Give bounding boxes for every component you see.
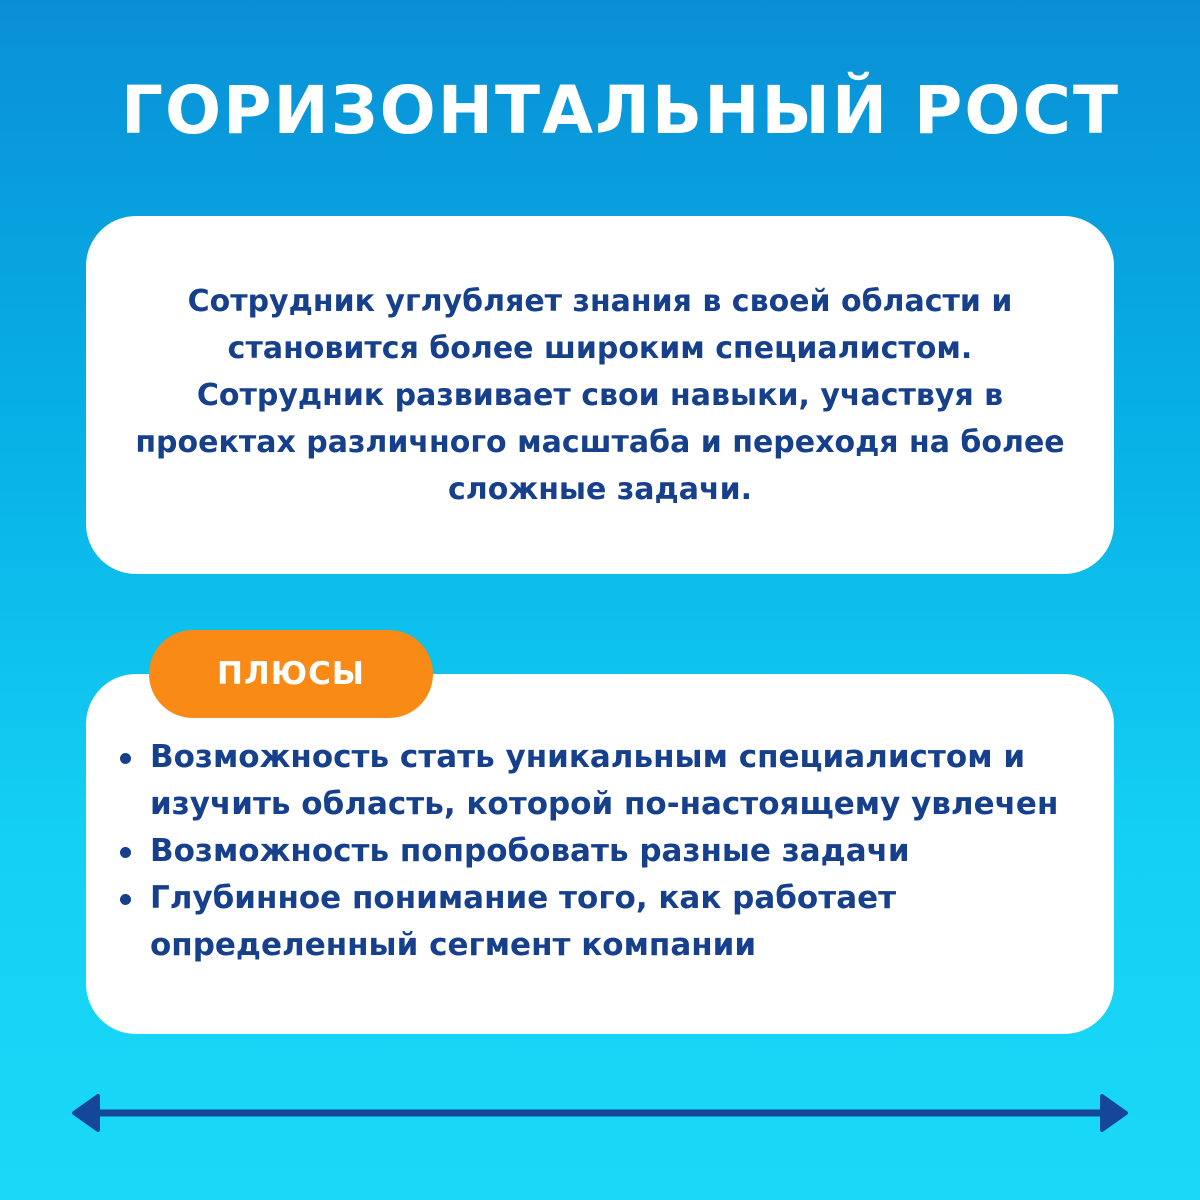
list-item-line: Глубинное понимание того, как работает xyxy=(150,880,897,916)
list-item-line: Возможность стать уникальным специалистом и xyxy=(150,739,1026,775)
bullet-icon xyxy=(120,847,131,858)
pros-list xyxy=(114,734,1104,969)
list-item xyxy=(114,734,1104,828)
page-title: ГОРИЗОНТАЛЬНЫЙ РОСТ xyxy=(121,72,1120,149)
pros-badge-label: ПЛЮСЫ xyxy=(217,656,365,692)
list-item-line: определенный сегмент компании xyxy=(150,927,757,963)
description-line: Сотрудник развивает свои навыки, участвуя в xyxy=(196,377,1004,413)
bullet-icon xyxy=(120,753,131,764)
description-line: проектах различного масштаба и переходя на более xyxy=(135,424,1065,460)
pros-badge xyxy=(149,630,433,718)
double-headed-horizontal-arrow-icon xyxy=(0,1080,1200,1150)
bullet-icon xyxy=(120,894,131,905)
list-item xyxy=(114,828,1104,875)
list-item-line: изучить область, которой по-настоящему увлечен xyxy=(150,786,1059,822)
description-card xyxy=(86,216,1114,574)
description-line: становится более широким специалистом. xyxy=(227,330,973,366)
description-line: сложные задачи. xyxy=(447,471,753,507)
description-line: Сотрудник углубляет знания в своей области и xyxy=(187,283,1013,319)
list-item xyxy=(114,875,1104,969)
description-text xyxy=(95,278,1105,513)
list-item-line: Возможность попробовать разные задачи xyxy=(150,833,910,869)
